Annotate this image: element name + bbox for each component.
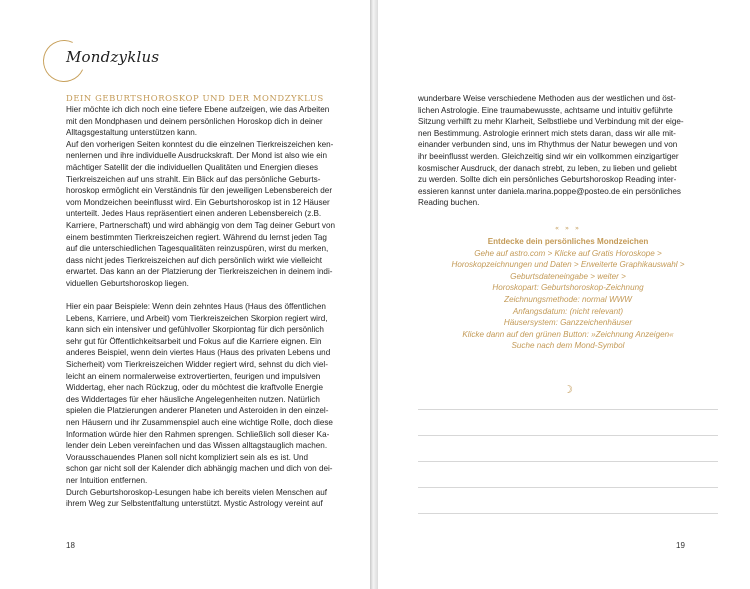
text-line: viduellen Geburtshoroskop liegen. <box>66 278 189 288</box>
instruction-line: Horoskopzeichnungen und Daten > Erweiterte Graphikauswahl > <box>451 260 685 270</box>
text-line: essieren kannst unter daniela.marina.poppe@posteo.de ein persönliches <box>418 186 681 196</box>
text-line: wunderbare Weise verschiedene Methoden aus der westlichen und öst- <box>418 94 676 103</box>
note-line <box>418 513 718 514</box>
text-line: kosmischer Ausdruck, der danach strebt, zu leben, zu lieben und geliebt <box>418 163 677 173</box>
instruction-line: Suche nach dem Mond-Symbol <box>511 341 625 351</box>
paragraph-examples <box>66 301 366 510</box>
instruction-line: Anfangsdatum: (nicht relevant) <box>512 306 624 316</box>
text-line: anderes Beispiel, wenn dein viertes Haus (Haus des privaten Lebens und <box>66 348 331 358</box>
text-line: lichen Astrologie. Eine traumabewusste, achtsame und intuitiv geführte <box>418 105 673 115</box>
text-line: des Widdertages für eher häusliche Angelegenheiten nutzen. Natürlich <box>66 394 320 404</box>
text-line: auf die unterschiedlichen Tagesqualitäten reinzuspüren, wirst du merken, <box>66 244 329 254</box>
note-line <box>418 487 718 488</box>
text-line: Reading buchen. <box>418 198 480 208</box>
text-line: lender dein Leben vereinfachen und das Wissen alltagstauglich machen. <box>66 441 328 451</box>
instruction-line: Klicke dann auf den grünen Button: »Zeichnung Anzeigen« <box>462 329 674 339</box>
ornament-divider: « » » <box>554 224 582 232</box>
text-line: kann sich ein intensiver und gefühlvoller Skorpiontag für dich persönlich <box>66 325 324 335</box>
text-line: erwartet. Das kann an der Platzierung der Tierkreiszeichen in deinem indi- <box>66 267 333 277</box>
section-logo-title: Mondzyklus <box>66 48 160 66</box>
note-line <box>418 409 718 410</box>
instructions-title: Entdecke dein persönliches Mondzeichen <box>487 237 649 246</box>
text-line: Information würde hier den Rahmen sprengen. Schließlich soll dieser Ka- <box>66 429 330 439</box>
text-line: spielen die Platzierungen anderer Planeten und Asteroiden in den einzel- <box>66 406 329 416</box>
page-number-right: 19 <box>676 541 685 550</box>
page-number-left: 18 <box>66 541 75 550</box>
text-line: Auf den vorherigen Seiten konntest du die einzelnen Tierkreiszeichen ken- <box>66 139 334 149</box>
text-line: einander verbunden sind, uns im Rhythmus der Natur bewegen und von <box>418 140 678 150</box>
text-line: Karriere, Partnerschaft) und wird abhängig von dem Tag deiner Geburt von <box>66 220 336 230</box>
moon-icon: ☽ <box>563 383 573 396</box>
section-heading: DEIN GEBURTSHOROSKOP UND DER MONDZYKLUS <box>66 93 324 103</box>
text-line: Hier möchte ich dich noch eine tiefere Ebene aufzeigen, wie das Arbeiten <box>66 105 330 114</box>
text-line: Sicherheit) vom Tierkreiszeichen Widder regiert wird, sehnst du dich viel- <box>66 360 328 370</box>
text-line: unterteilt. Jedes Haus repräsentiert einen anderen Lebensbereich (z.B. <box>66 209 322 219</box>
text-line: mächtiger Satellit der die individuellen Qualitäten und Energien dieses <box>66 162 319 172</box>
text-line: sehr gut für Öffentlichkeitsarbeit und Fokus auf die Karriere eignen. Ein <box>66 336 322 346</box>
text-line: vom Mondzeichen beeinflusst wird. Ein Geburtshoroskop ist in 12 Häuser <box>66 197 330 207</box>
text-line: Vorausschauendes Planen soll nicht kompliziert sein als es ist. Und <box>66 452 309 462</box>
paragraph-spacer <box>66 290 366 302</box>
text-line: zu werden. Sollte dich ein persönliches Geburtshoroskop Reading inter- <box>418 175 677 185</box>
left-page <box>0 0 372 589</box>
note-line <box>418 461 718 462</box>
left-body-text <box>66 104 366 510</box>
text-line: mit den Mondphasen und deinem persönlichen Horoskop dich in deiner <box>66 116 323 126</box>
instruction-line: Horoskopart: Geburtshoroskop-Zeichnung <box>492 283 644 293</box>
text-line: nen Häusern und ihr Zusammenspiel auch eine wichtige Rolle, doch diese <box>66 418 333 428</box>
text-line: Alltagsgestaltung unterstützen kann. <box>66 128 197 138</box>
book-gutter <box>370 0 378 589</box>
text-line: Hier ein paar Beispiele: Wenn dein zehntes Haus (Haus des öffentlichen <box>66 302 326 312</box>
text-line: Durch Geburtshoroskop-Lesungen habe ich bereits vielen Menschen auf <box>66 487 328 497</box>
instruction-line: Zeichnungsmethode: normal WWW <box>504 294 632 304</box>
text-line: Sitzung verhilft zu mehr Klarheit, Selbstliebe und Verbindung mit der eige- <box>418 117 684 127</box>
instruction-line: Gehe auf astro.com > Klicke auf Gratis Horoskope > <box>474 248 662 258</box>
moon-sign-instructions <box>418 236 718 352</box>
instruction-line: Geburtsdateneingabe > weiter > <box>510 271 626 281</box>
text-line: einem bestimmten Tierkreiszeichen regiert. Während du lernst jeden Tag <box>66 232 327 242</box>
note-line <box>418 435 718 436</box>
text-line: ner Intuition entfernen. <box>66 476 148 485</box>
text-line: horoskop ermöglicht ein Verständnis für den jeweiligen Lebensbereich der <box>66 186 333 196</box>
right-body-text <box>418 93 718 209</box>
text-line: nen Bestimmung. Astrologie erinnert mich stets daran, dass wir alle mit- <box>418 128 676 138</box>
text-line: schon gar nicht soll der Kalender dich abhängig machen und dich von dei- <box>66 464 333 474</box>
text-line: ihrem Weg zur Selbstentfaltung unterstützt. Mystic Astrology vereint auf <box>66 499 323 509</box>
text-line: leicht an einem normalerweise extrovertierten, feurigen und impulsiven <box>66 371 321 381</box>
text-line: Widdertag, eher nach Rückzug, oder du möchtest die kraftvolle Energie <box>66 383 323 393</box>
text-line: Tierkreiszeichen auf uns strahlt. Ein Blick auf das persönliche Geburts- <box>66 174 321 184</box>
text-line: nenlernen und ihre individuelle Ausdruckskraft. Der Mond ist also wie ein <box>66 151 328 161</box>
text-line: ihr beeinflusst werden. Gleichzeitig sind wir ein vollkommen einzigartiger <box>418 151 679 161</box>
instruction-line: Häusersystem: Ganzzeichenhäuser <box>503 318 633 328</box>
text-line: dass nicht jedes Tierkreiszeichen auf dich persönlich wirkt wie vielleicht <box>66 255 323 265</box>
text-line: Lebens, Karriere, und Arbeit) vom Tierkreiszeichen Skorpion regiert wird, <box>66 313 328 323</box>
paragraph-intro <box>66 104 366 290</box>
